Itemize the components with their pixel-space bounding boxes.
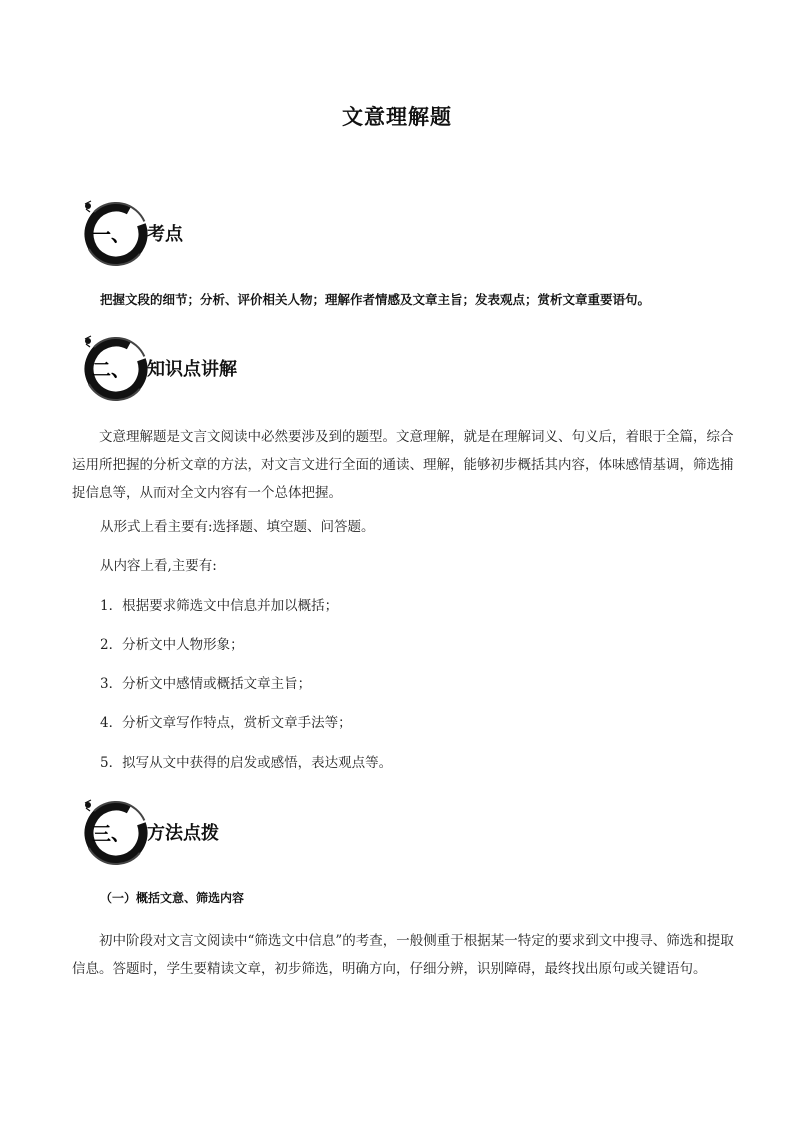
- list-item: 4．分析文章写作特点，赏析文章手法等；: [100, 715, 352, 731]
- knowledge-content-intro: 从内容上看,主要有:: [100, 558, 217, 574]
- list-item: 3．分析文中感情或概括文章主旨；: [100, 676, 312, 692]
- list-item: 1．根据要求筛选文中信息并加以概括；: [100, 598, 339, 614]
- section-title: 知识点讲解: [147, 359, 237, 380]
- list-item: 5．拟写从文中获得的启发或感悟，表达观点等。: [100, 755, 393, 771]
- knowledge-intro: 文意理解题是文言文阅读中必然要涉及到的题型。文意理解，就是在理解词义、句义后，着眼于全篇，综合运用所把握的分析文章的方法，对文言文进行全面的通读、理解，能够初步概括其内容，体味感情基调，筛选捕捉信息等，从而对全文内容有一个总体把握。: [72, 429, 734, 501]
- method-subheading: （一）概括文意、筛选内容: [100, 891, 245, 905]
- section-number: 三、: [91, 823, 130, 845]
- section-title: 考点: [147, 224, 183, 245]
- section-heading-kaodian: [80, 197, 480, 269]
- knowledge-form: 从形式上看主要有:选择题、填空题、问答题。: [100, 519, 375, 535]
- section-heading-knowledge: [80, 332, 480, 404]
- section-heading-method: [80, 796, 480, 868]
- kaodian-text: 把握文段的细节；分析、评价相关人物；理解作者情感及文章主旨；发表观点；赏析文章重要语句。: [100, 292, 651, 307]
- section-title: 方法点拨: [147, 823, 219, 844]
- section-number: 二、: [91, 359, 130, 381]
- list-item: 2．分析文中人物形象；: [100, 637, 244, 653]
- document-title: 文意理解题: [342, 104, 452, 129]
- method-text: 初中阶段对文言文阅读中“筛选文中信息”的考查，一般侧重于根据某一特定的要求到文中搜寻、筛选和提取信息。答题时，学生要精读文章，初步筛选，明确方向，仔细分辨，识别障碍，最终找出原句或关键语句。: [72, 933, 734, 977]
- section-number: 一、: [91, 224, 130, 246]
